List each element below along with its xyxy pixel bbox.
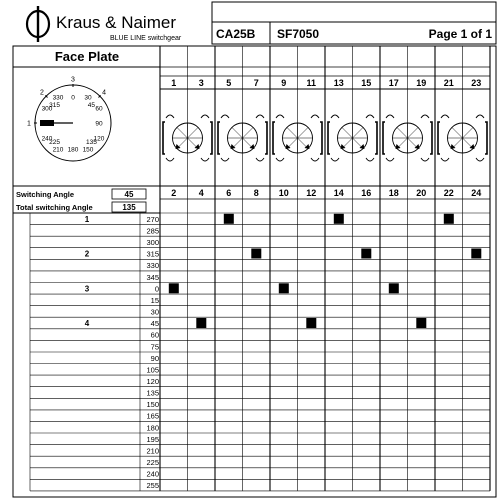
- page-indicator: Page 1 of 1: [428, 27, 492, 41]
- table-angle-315: 315: [146, 249, 159, 259]
- table-angle-345: 345: [146, 272, 159, 282]
- terminal-bottom-22: 22: [443, 188, 454, 198]
- table-angle-15: 15: [150, 295, 159, 305]
- table-angle-330: 330: [146, 261, 159, 271]
- contact-closed-marker: [196, 318, 206, 328]
- table-angle-75: 75: [150, 342, 159, 352]
- dial-angle-180: 180: [67, 146, 79, 154]
- dial-angle-300: 300: [41, 105, 53, 113]
- dial-position-2: 2: [39, 89, 44, 97]
- table-angle-240: 240: [146, 469, 159, 479]
- dial-angle-30: 30: [84, 94, 92, 102]
- table-angle-90: 90: [150, 353, 159, 363]
- terminal-top-21: 21: [443, 78, 454, 88]
- contact-closed-marker: [334, 214, 344, 224]
- terminal-top-15: 15: [361, 78, 372, 88]
- table-position-label: 3: [84, 284, 90, 294]
- dial-angle-225: 225: [49, 138, 61, 146]
- phi-logo-icon: [27, 6, 49, 42]
- terminal-top-9: 9: [281, 78, 287, 88]
- table-position-label: 1: [84, 214, 90, 224]
- contact-closed-marker: [471, 249, 481, 259]
- dial-angle-120: 120: [93, 135, 105, 143]
- dial-angle-45: 45: [87, 102, 96, 110]
- terminal-top-23: 23: [471, 78, 482, 88]
- dial-angle-90: 90: [95, 120, 103, 128]
- face-plate-dial: [27, 77, 111, 162]
- total-switching-angle-label: Total switching Angle: [16, 203, 93, 212]
- dial-angle-135: 135: [85, 138, 97, 146]
- terminal-bottom-8: 8: [253, 188, 259, 198]
- terminal-bottom-16: 16: [361, 188, 372, 198]
- contact-closed-marker: [361, 249, 371, 259]
- drawing-number: SF7050: [277, 27, 320, 41]
- switching-angle-value: 45: [124, 190, 134, 199]
- switching-angle-label: Switching Angle: [16, 190, 75, 199]
- brand-tagline: BLUE LINE switchgear: [110, 35, 182, 42]
- table-angle-270: 270: [146, 214, 159, 224]
- table-angle-120: 120: [146, 377, 159, 386]
- table-angle-0: 0: [154, 284, 159, 294]
- table-angle-255: 255: [146, 481, 159, 491]
- contact-closed-marker: [444, 214, 454, 224]
- terminal-bottom-14: 14: [333, 188, 344, 198]
- dial-angle-270: 270: [41, 120, 53, 128]
- table-position-label: 4: [84, 319, 90, 329]
- terminal-bottom-4: 4: [198, 188, 204, 198]
- contact-closed-marker: [389, 283, 399, 293]
- brand-logo: [27, 6, 182, 42]
- contact-closed-marker: [169, 283, 179, 293]
- terminal-bottom-24: 24: [471, 188, 482, 198]
- terminal-bottom-10: 10: [278, 188, 289, 198]
- terminal-top-19: 19: [416, 78, 427, 88]
- table-angle-300: 300: [146, 238, 159, 247]
- dial-angle-315: 315: [49, 102, 61, 110]
- contact-grid: [30, 46, 490, 491]
- terminal-top-3: 3: [198, 78, 204, 88]
- dial-position-1: 1: [27, 120, 31, 128]
- contact-closed-marker: [224, 214, 234, 224]
- terminal-top-1: 1: [171, 78, 177, 88]
- table-angle-30: 30: [150, 307, 159, 317]
- main-frame: [13, 46, 496, 497]
- dial-angle-330: 330: [52, 94, 64, 102]
- contact-closed-marker: [251, 249, 261, 259]
- terminal-top-5: 5: [226, 78, 232, 88]
- table-angle-105: 105: [146, 365, 159, 375]
- table-angle-135: 135: [146, 388, 159, 398]
- contact-closed-marker: [416, 318, 426, 328]
- terminal-top-13: 13: [333, 78, 344, 88]
- table-angle-165: 165: [146, 411, 159, 421]
- terminal-bottom-12: 12: [306, 188, 317, 198]
- terminal-bottom-20: 20: [416, 188, 427, 198]
- model-number: CA25B: [216, 27, 256, 41]
- table-angle-285: 285: [146, 226, 159, 236]
- terminal-bottom-2: 2: [171, 188, 177, 198]
- dial-angle-210: 210: [52, 146, 64, 154]
- table-angle-60: 60: [150, 330, 159, 340]
- table-angle-180: 180: [146, 423, 159, 433]
- dial-angle-60: 60: [95, 105, 103, 113]
- terminal-top-17: 17: [388, 78, 399, 88]
- table-position-label: 2: [84, 249, 90, 259]
- table-angle-210: 210: [146, 446, 159, 456]
- dial-position-4: 4: [102, 89, 107, 97]
- dial-angle-240: 240: [41, 135, 53, 143]
- brand-name: Kraus & Naimer: [56, 13, 176, 32]
- table-angle-45: 45: [150, 319, 159, 329]
- terminal-bottom-6: 6: [226, 188, 232, 198]
- terminal-bottom-18: 18: [388, 188, 399, 198]
- table-angle-150: 150: [146, 400, 159, 410]
- dial-angle-0: 0: [71, 94, 75, 102]
- face-plate-title: Face Plate: [54, 49, 120, 64]
- contact-closed-marker: [306, 318, 316, 328]
- contact-closed-marker: [279, 283, 289, 293]
- terminal-top-7: 7: [253, 78, 259, 88]
- total-switching-angle-value: 135: [122, 203, 136, 212]
- dial-angle-150: 150: [82, 146, 94, 154]
- table-angle-195: 195: [146, 434, 159, 444]
- table-angle-225: 225: [146, 458, 159, 468]
- dial-position-3: 3: [71, 76, 75, 84]
- terminal-top-11: 11: [306, 78, 317, 88]
- header-top-box: [212, 2, 496, 22]
